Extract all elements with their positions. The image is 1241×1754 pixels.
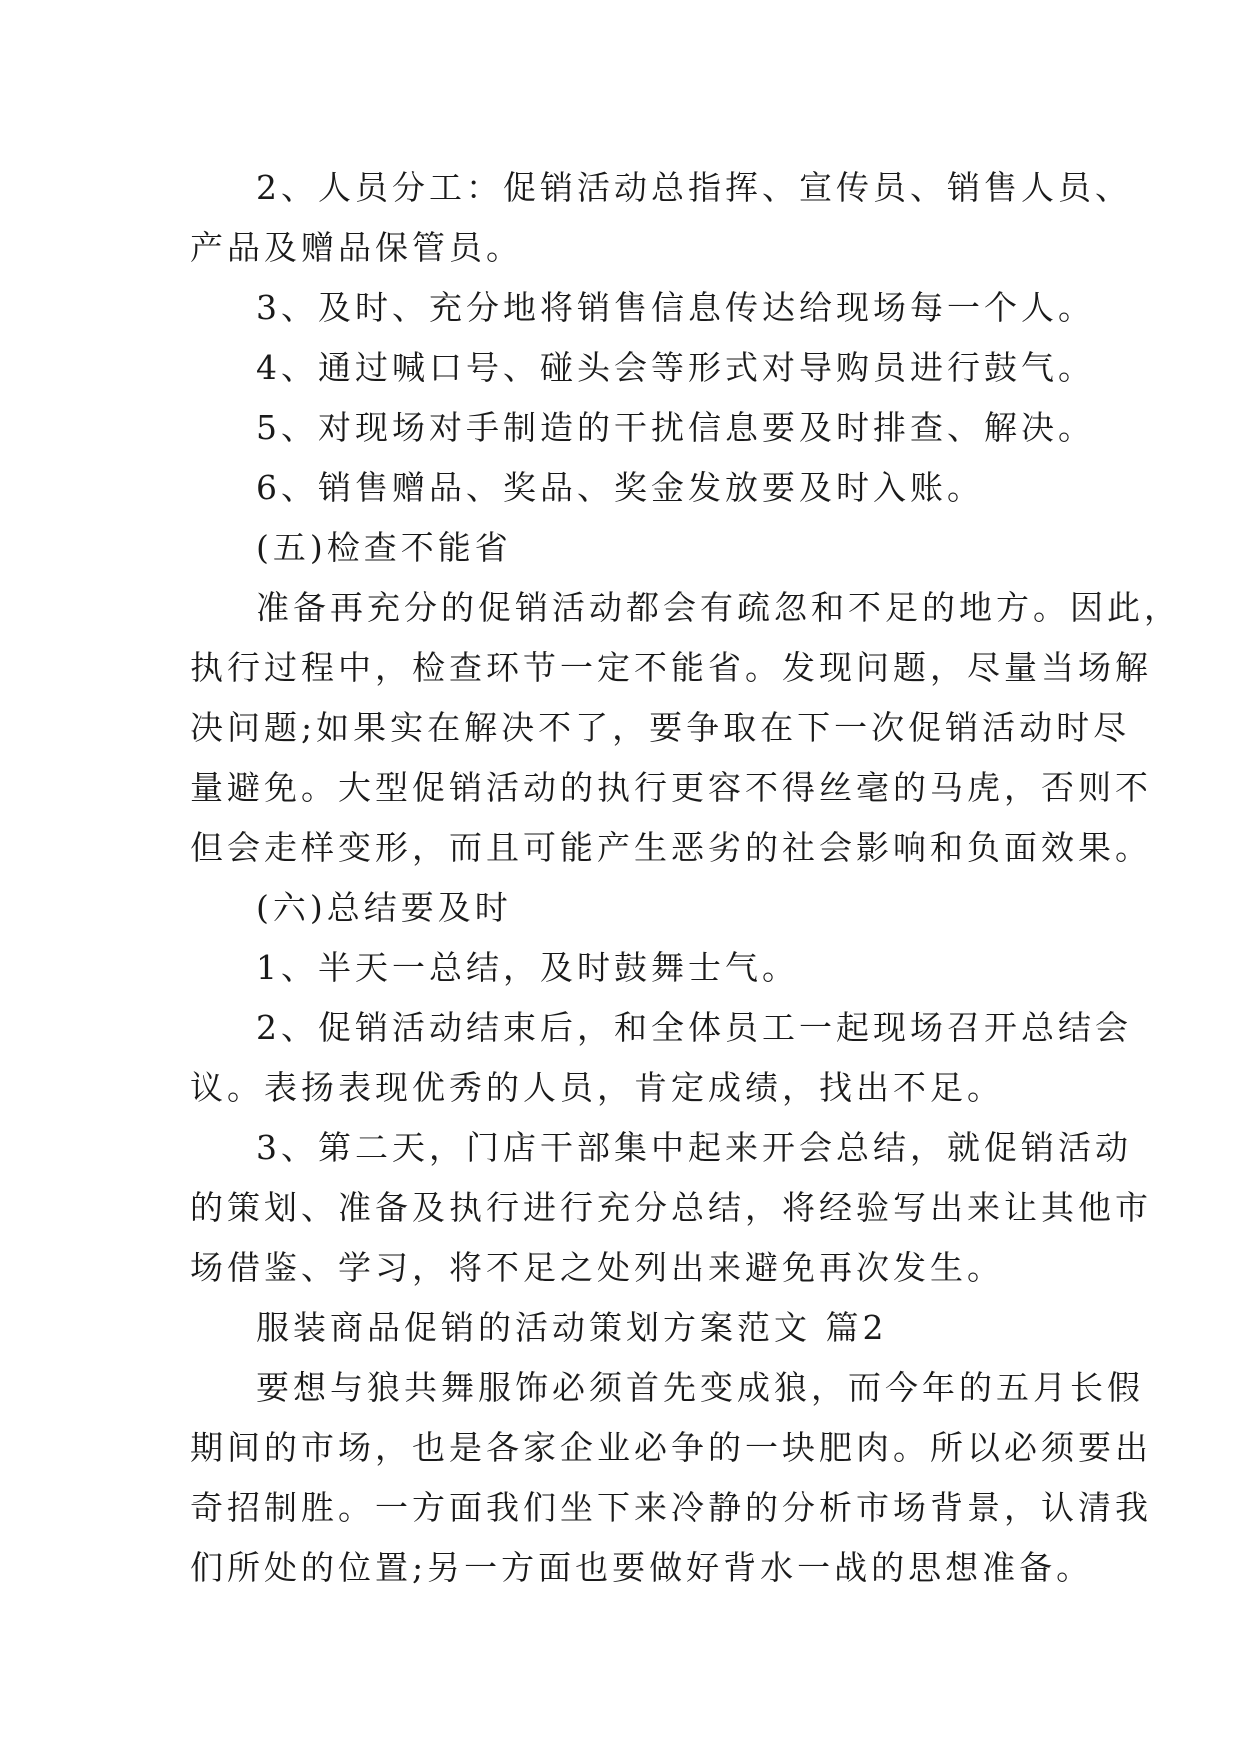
text-line: 决问题;如果实在解决不了，要争取在下一次促销活动时尽: [190, 708, 1131, 747]
text-line: 要想与狼共舞服饰必须首先变成狼，而今年的五月长假: [256, 1368, 1144, 1407]
text-line: 2、人员分工：促销活动总指挥、宣传员、销售人员、: [256, 168, 1132, 207]
text-line: (六)总结要及时: [256, 888, 512, 927]
text-line: 奇招制胜。一方面我们坐下来冷静的分析市场背景，认清我: [190, 1488, 1152, 1527]
paragraph: [190, 338, 1095, 398]
paragraph: [190, 578, 1181, 878]
text-line: 5、对现场对手制造的干扰信息要及时排查、解决。: [256, 408, 1095, 447]
paragraph: [190, 938, 1070, 998]
section-heading: [190, 518, 1070, 578]
text-line: 的策划、准备及执行进行充分总结，将经验写出来让其他市: [190, 1188, 1152, 1227]
text-line: (五)检查不能省: [256, 528, 512, 567]
text-line: 准备再充分的促销活动都会有疏忽和不足的地方。因此，: [256, 588, 1181, 627]
paragraph: [190, 278, 1095, 338]
text-line: 2、促销活动结束后，和全体员工一起现场召开总结会: [256, 1008, 1132, 1047]
text-line: 议。表扬表现优秀的人员，肯定成绩，找出不足。: [190, 1068, 1004, 1107]
paragraph: [190, 458, 1070, 518]
text-line: 3、第二天，门店干部集中起来开会总结，就促销活动: [256, 1128, 1132, 1167]
text-line: 量避免。大型促销活动的执行更容不得丝毫的马虎，否则不: [190, 768, 1152, 807]
paragraph: [190, 1358, 1152, 1598]
section-heading: [190, 878, 1070, 938]
text-line: 服装商品促销的活动策划方案范文 篇2: [256, 1308, 888, 1347]
text-line: 4、通过喊口号、碰头会等形式对导购员进行鼓气。: [256, 348, 1095, 387]
paragraph: [190, 398, 1095, 458]
text-line: 1、半天一总结，及时鼓舞士气。: [256, 948, 799, 987]
text-line: 产品及赠品保管员。: [190, 228, 523, 267]
text-line: 6、销售赠品、奖品、奖金发放要及时入账。: [256, 468, 984, 507]
paragraph: [190, 1118, 1152, 1298]
text-line: 们所处的位置;另一方面也要做好背水一战的思想准备。: [190, 1548, 1094, 1587]
paragraph: [190, 998, 1132, 1118]
text-line: 期间的市场，也是各家企业必争的一块肥肉。所以必须要出: [190, 1428, 1152, 1467]
document-body: [190, 158, 1181, 1598]
text-line: 但会走样变形，而且可能产生恶劣的社会影响和负面效果。: [190, 828, 1152, 867]
paragraph: [190, 158, 1132, 278]
article-title: [190, 1298, 1070, 1358]
text-line: 3、及时、充分地将销售信息传达给现场每一个人。: [256, 288, 1095, 327]
text-line: 执行过程中，检查环节一定不能省。发现问题，尽量当场解: [190, 648, 1152, 687]
text-line: 场借鉴、学习，将不足之处列出来避免再次发生。: [190, 1248, 1004, 1287]
